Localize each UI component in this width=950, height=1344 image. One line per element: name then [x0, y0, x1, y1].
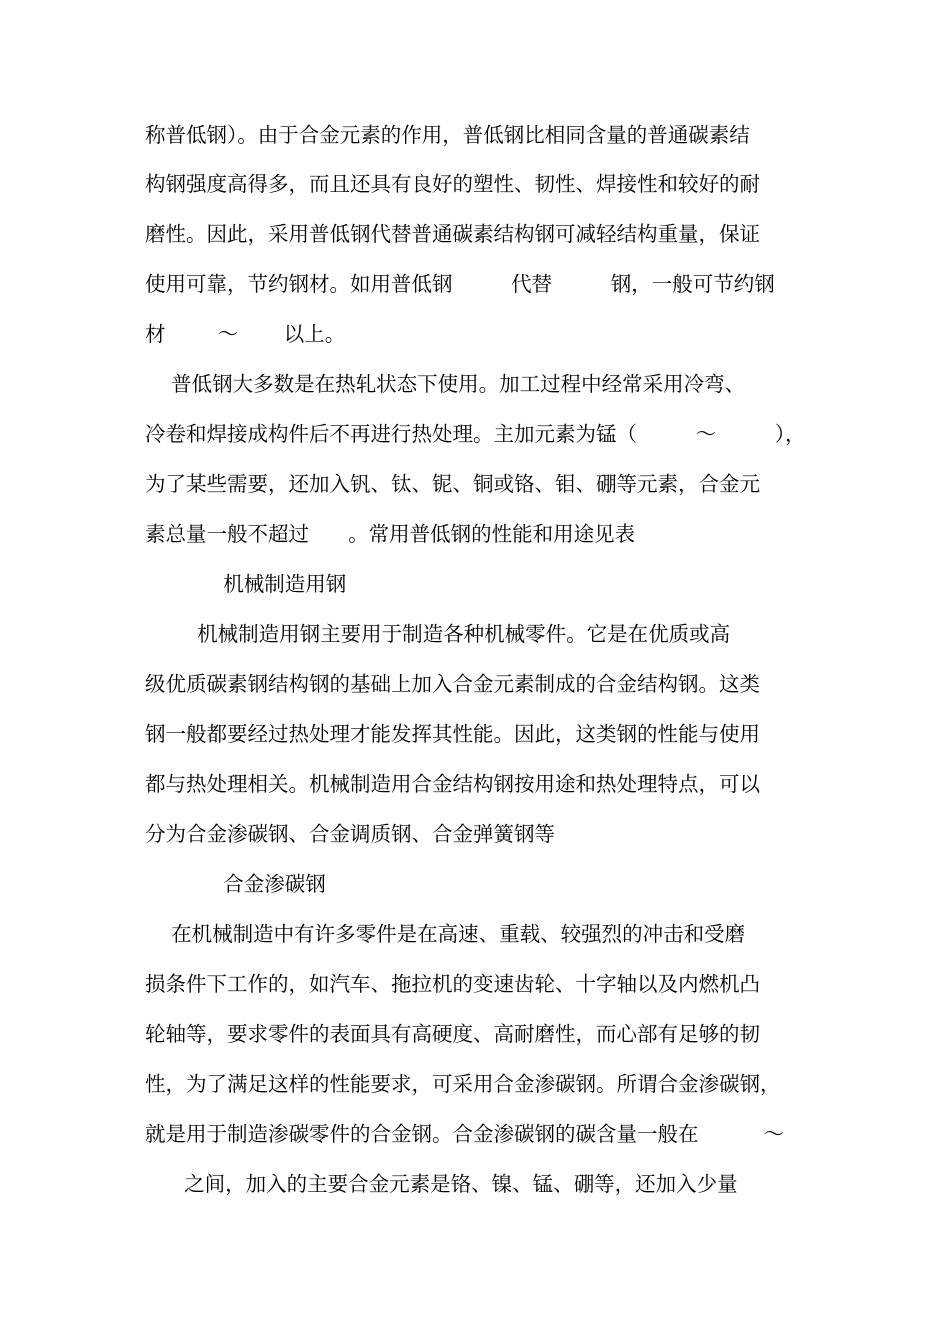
text-line: 轮轴等，要求零件的表面具有高硬度、高耐磨性，而心部有足够的韧 — [145, 1022, 760, 1046]
text-line: 使用可靠，节约钢材。如用普低钢 代替 钢，一般可节约钢 — [145, 272, 775, 296]
text-line: 为了某些需要，还加入钒、钛、铌、铜或铬、钼、硼等元素，合金元 — [145, 472, 760, 496]
text-line: 材 ～ 以上。 — [145, 322, 346, 346]
section-heading: 合金渗碳钢 — [145, 872, 326, 896]
text-line: 普低钢大多数是在热轧状态下使用。加工过程中经常采用冷弯、 — [145, 372, 746, 396]
text-line: 都与热处理相关。机械制造用合金结构钢按用途和热处理特点，可以 — [145, 772, 760, 796]
text-line: 级优质碳素钢结构钢的基础上加入合金元素制成的合金结构钢。这类 — [145, 672, 760, 696]
text-line: 钢一般都要经过热处理才能发挥其性能。因此，这类钢的性能与使用 — [145, 722, 760, 746]
section-heading: 机械制造用钢 — [145, 572, 347, 596]
text-line: 冷卷和焊接成构件后不再进行热处理。主加元素为锰（ ～ ）， — [145, 422, 806, 446]
text-line: 构钢强度高得多，而且还具有良好的塑性、韧性、焊接性和较好的耐 — [145, 172, 760, 196]
text-line: 磨性。因此，采用普低钢代替普通碳素结构钢可减轻结构重量，保证 — [145, 222, 760, 246]
text-line: 称普低钢）。由于合金元素的作用，普低钢比相同含量的普通碳素结 — [145, 123, 750, 147]
text-line: 损条件下工作的，如汽车、拖拉机的变速齿轮、十字轴以及内燃机凸 — [145, 972, 760, 996]
text-line: 就是用于制造渗碳零件的合金钢。合金渗碳钢的碳含量一般在 ～ — [145, 1122, 785, 1146]
text-line: 之间，加入的主要合金元素是铬、镍、锰、硼等，还加入少量 — [145, 1172, 738, 1196]
text-line: 分为合金渗碳钢、合金调质钢、合金弹簧钢等 — [145, 822, 555, 846]
text-line: 机械制造用钢主要用于制造各种机械零件。它是在优质或高 — [145, 622, 731, 646]
text-line: 性，为了满足这样的性能要求，可采用合金渗碳钢。所谓合金渗碳钢， — [145, 1072, 781, 1096]
text-line: 在机械制造中有许多零件是在高速、重载、较强烈的冲击和受磨 — [145, 922, 746, 946]
text-line: 素总量一般不超过 。常用普低钢的性能和用途见表 — [145, 522, 636, 546]
